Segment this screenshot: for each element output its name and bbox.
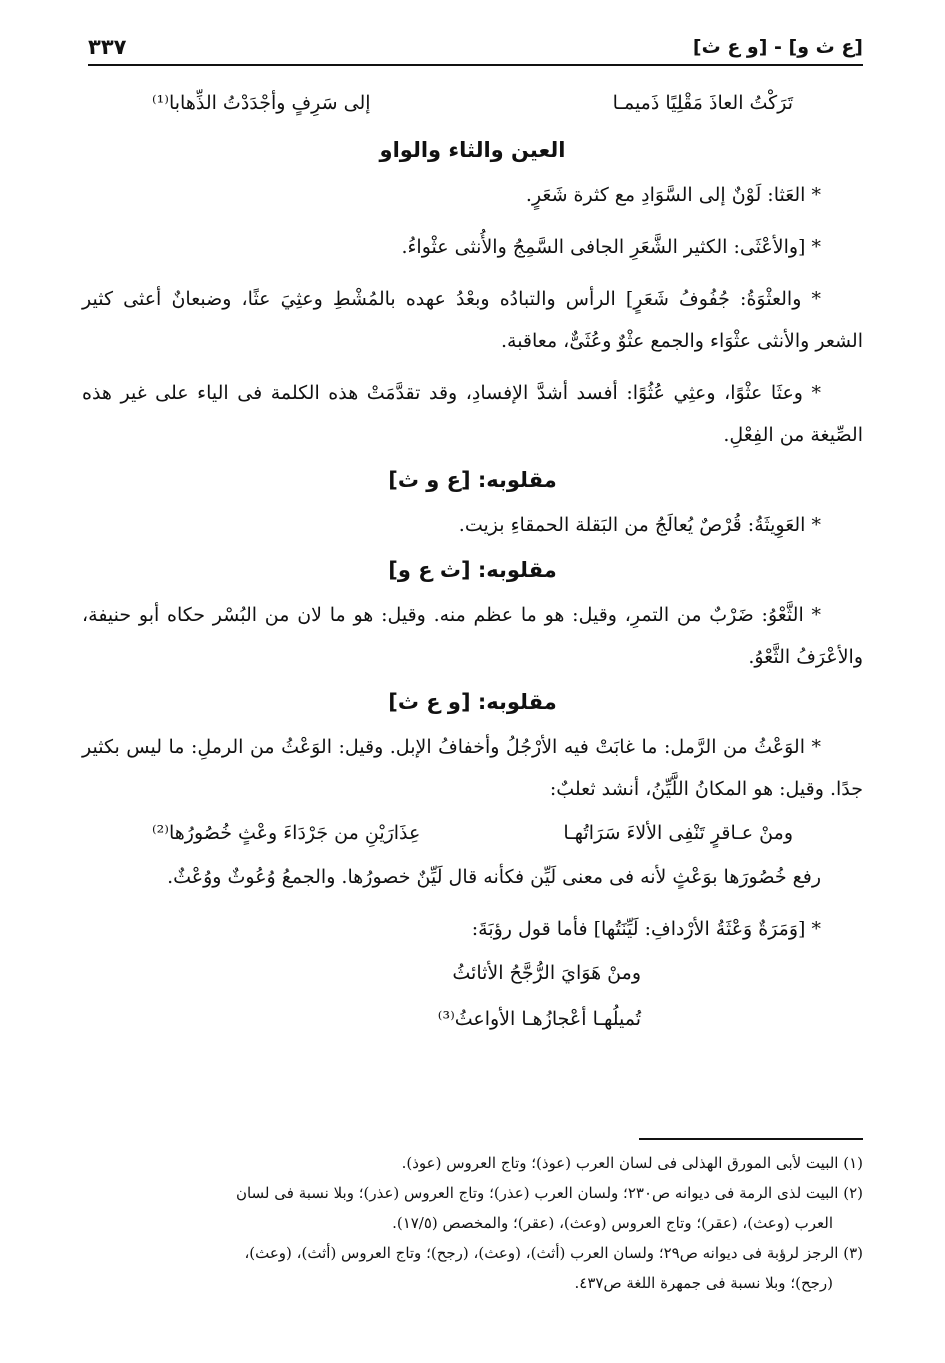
footnotes — [82, 1148, 863, 1298]
section-heading-inverse-1: مقلوبه: [ع و ث] — [388, 468, 557, 492]
running-header — [88, 30, 863, 66]
verse-hemistich-right: تَرَكْتُ العاذَ مَقْلِيًا ذَميمـا — [612, 92, 793, 114]
entry-paragraph: * والعثْوَةُ: جُفُوفُ شَعَرٍ] الرأس والتبادُه وبعْدُ عهده بالمُشْطِ وعثِيَ عثًا، وضبعانٌ أعثى كثير الشعر والأنثى عثْوَاء والجمع عثْوٌ وعُثَىٌّ، معاقبة. — [82, 288, 863, 352]
verse-hemistich-left: إلى سَرِفٍ وأجْدَدْتُ الذِّهابا⁽¹⁾ — [152, 92, 371, 114]
verse-hemistich-right: ومنْ عـاقرٍ تَنْفِى الألاءَ سَرَاتُهـا — [563, 822, 793, 844]
entry-paragraph: * وعثَا عثْوًا، وعثِي عُثُوًا: أفسد أشدَّ الإفسادِ، وقد تقدَّمَتْ هذه الكلمة فى الياء على غير هذه الصِّيغة من الفِعْلِ. — [82, 382, 863, 446]
entry-paragraph: * العَثا: لَوْنٌ إلى السَّوَادِ مع كثرة شَعَرٍ. — [525, 184, 821, 206]
footnote-1: (١) البيت لأبى المورق الهذلى فى لسان العرب (عوذ)؛ وتاج العروس (عوذ). — [401, 1154, 863, 1172]
footnote-2: (٢) البيت لذى الرمة فى ديوانه ص٢٣٠؛ ولسان العرب (عذر)؛ وتاج العروس (عذر)؛ وبلا نسبة فى لسان — [235, 1184, 863, 1202]
footnote-3: (٣) الرجز لرؤبة فى ديوانه ص٢٩؛ ولسان العرب (أثث)، (وعث)، (رجح)؛ وتاج العروس (أثث)، (وعث)، — [244, 1244, 863, 1262]
rajaz-line-1: ومنْ هَوَايَ الرُّجَّحُ الأثائثُ — [452, 962, 641, 984]
entry-paragraph: * العَوِيثَةُ: قُرْصٌ يُعالَجُ من البَقلة الحمقاءِ بزيت. — [458, 514, 821, 536]
entry-paragraph: رفع خُصُورَها بوَعْثٍ لأنه فى معنى لَيِّن فكأنه قال لَيِّنٌ خصورُها. والجمعُ وُعُوثٌ ووُعْثٌ. — [167, 866, 821, 888]
footnote-3-continued: (رجح)؛ وبلا نسبة فى جمهرة اللغة ص٤٣٧. — [574, 1274, 833, 1292]
section-heading-main: العين والثاء والواو — [379, 138, 566, 162]
page-number: ٣٣٧ — [88, 35, 127, 59]
entry-paragraph: * [وَمَرَةٌ وَعْثَةُ الأرْدافِ: لَيِّنَتُها] فأما قول رؤبَةَ: — [471, 918, 821, 940]
verse-hemistich-left: عِذَارَيْنِ من جَرْدَاءَ وعْثٍ خُصُورُها⁽²⁾ — [152, 822, 421, 844]
footnote-divider — [639, 1138, 863, 1140]
verse-top — [82, 80, 863, 126]
rajaz-line-2: تُميلُهـا أعْجازُهـا الأواعثُ⁽³⁾ — [437, 1008, 641, 1030]
page-body — [82, 80, 863, 1042]
section-heading-inverse-2: مقلوبه: [ث ع و] — [388, 558, 557, 582]
entry-paragraph: * [والأعْثَى: الكثير الشَّعَرِ الجافى السَّمِجُ والأُنثى عثْواءُ. — [401, 236, 821, 258]
entry-paragraph: * الثَّعْوُ: ضَرْبٌ من التمرِ، وقيل: هو ما عظم منه. وقيل: هو ما لان من البُسْر حكاه أبو حنيفة، والأعْرَفُ الثَّعْوُ. — [82, 604, 863, 668]
section-heading-inverse-3: مقلوبه: [و ع ث] — [388, 690, 557, 714]
entry-paragraph: * الوَعْثُ من الرَّمل: ما غابَتْ فيه الأرْجُلُ وأخفافُ الإبل. وقيل: الوَعْثُ من الرملِ: ما ليس بكثير جدًا. وقيل: هو المكانُ اللَّيِّنُ، أنشد ثعلبٌ: — [82, 736, 863, 800]
footnote-2-continued: العرب (وعث)، (عقر)؛ وتاج العروس (وعث)، (عقر)؛ والمخصص (١٧/٥). — [392, 1214, 833, 1232]
header-root-letters: [ع ث و] - [و ع ث] — [692, 36, 863, 58]
verse-second — [82, 810, 863, 856]
